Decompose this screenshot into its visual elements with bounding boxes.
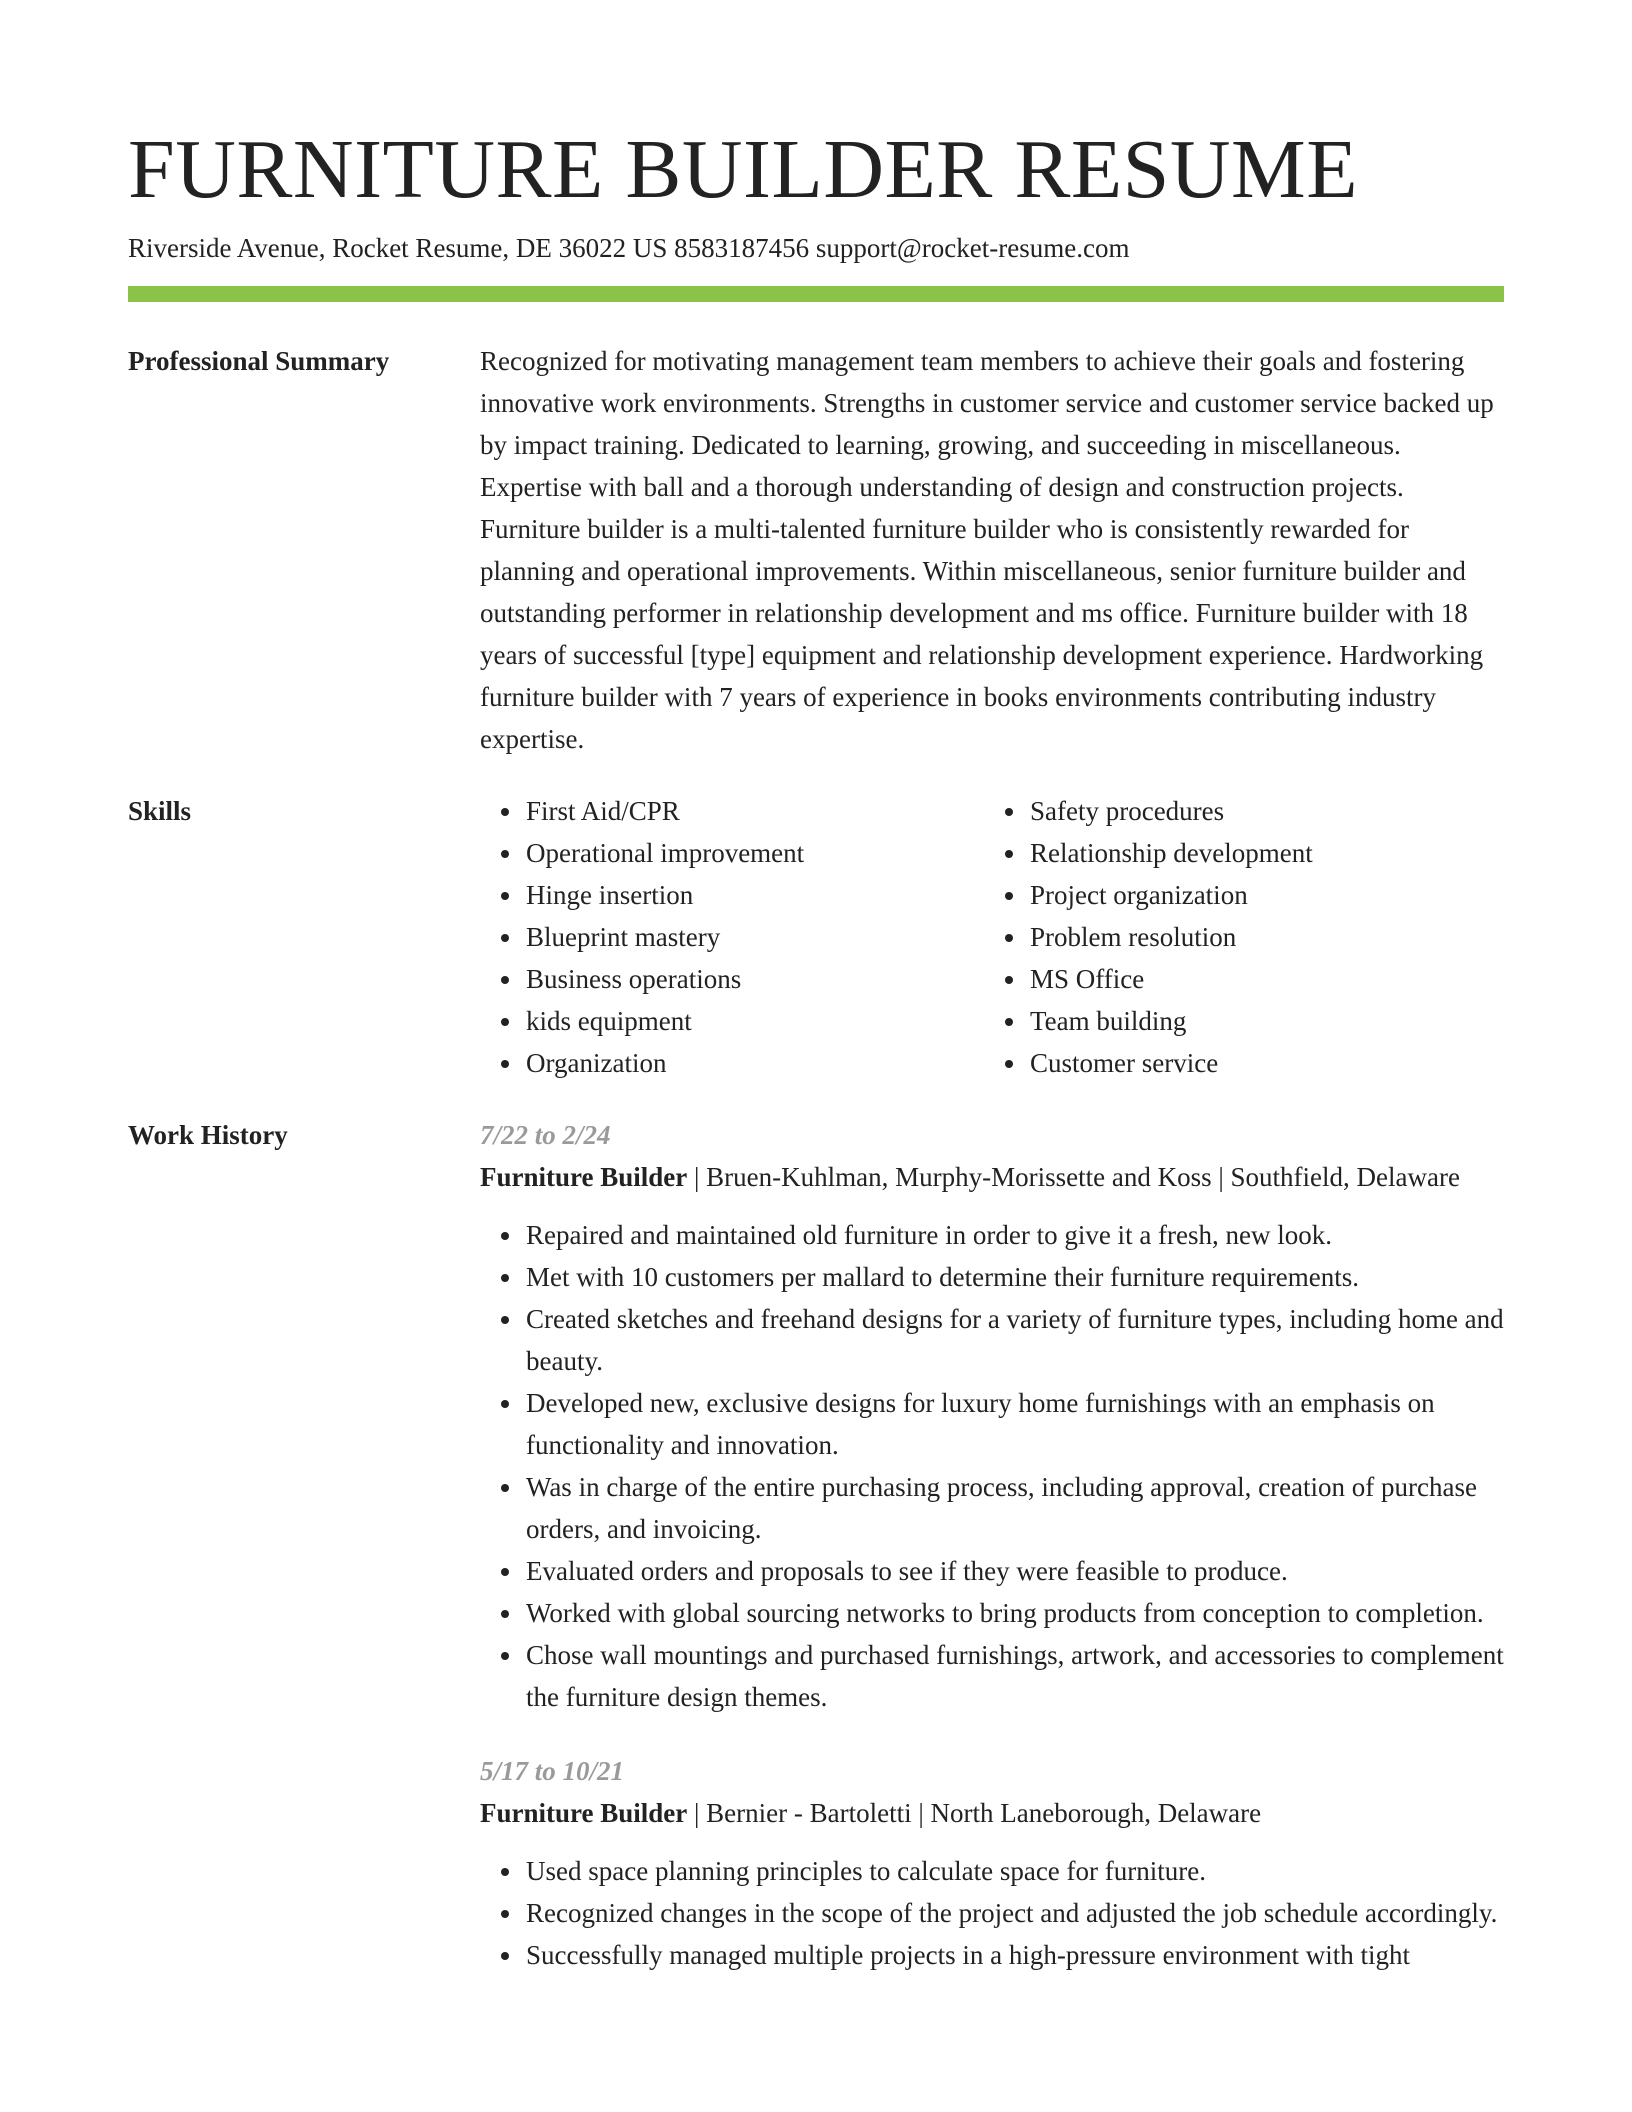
work-history-label: Work History [128, 1120, 288, 1150]
skill-item: • Organization [524, 1042, 984, 1084]
skills-label: Skills [128, 796, 192, 826]
job-details: | Bruen-Kuhlman, Murphy-Morissette and Koss | Southfield, Delaware [687, 1162, 1460, 1192]
work-history-body [480, 1114, 1504, 1976]
job-bullet: • Repaired and maintained old furniture in order to give it a fresh, new look. [524, 1214, 1504, 1256]
contact-line: Riverside Avenue, Rocket Resume, DE 36022 US 8583187456 support@rocket-resume.com [128, 233, 1130, 263]
skill-item: • Relationship development [1028, 832, 1488, 874]
summary-text: Recognized for motivating management team members to achieve their goals and fostering innovative work environments. Strengths in customer service and customer service backed up by impact training. Dedicated to learning, growing, and succeeding in miscellaneous. Expertise with ball and a thorough understanding of design and construction projects. Furniture builder is a multi-talented furniture builder who is consistently rewarded for planning and operational improvements. Within miscellaneous, senior furniture builder and outstanding performer in relationship development and ms office. Furniture builder with 18 years of successful [type] equipment and relationship development experience. Hardworking furniture builder with 7 years of experience in books environments contributing industry expertise. [480, 346, 1494, 754]
job-title: Furniture Builder [480, 1162, 688, 1192]
summary-section [128, 340, 1504, 760]
skills-list-right [984, 790, 1488, 1084]
resume-page [128, 120, 1504, 1976]
skill-item: • Business operations [524, 958, 984, 1000]
job-bullet: • Successfully managed multiple projects in a high-pressure environment with tight [524, 1934, 1504, 1976]
skill-item: • Team building [1028, 1000, 1488, 1042]
skill-item: • MS Office [1028, 958, 1488, 1000]
summary-body [480, 340, 1504, 760]
summary-label: Professional Summary [128, 346, 390, 376]
job-bullet: • Developed new, exclusive designs for luxury home furnishings with an emphasis on functionality and innovation. [524, 1382, 1504, 1466]
job-dates: 5/17 to 10/21 [480, 1756, 625, 1786]
skills-section [128, 790, 1504, 1084]
job-bullet: • Chose wall mountings and purchased furnishings, artwork, and accessories to complement the furniture design themes. [524, 1634, 1504, 1718]
job-details: | Bernier - Bartoletti | North Laneborough, Delaware [687, 1798, 1262, 1828]
skill-item: • Hinge insertion [524, 874, 984, 916]
job-entry [480, 1114, 1504, 1718]
job-bullet: • Used space planning principles to calculate space for furniture. [524, 1850, 1504, 1892]
job-heading [480, 1792, 1504, 1834]
job-title: Furniture Builder [480, 1798, 688, 1828]
accent-rule [128, 286, 1504, 302]
skill-item: • Safety procedures [1028, 790, 1488, 832]
job-bullet: • Was in charge of the entire purchasing process, including approval, creation of purchase orders, and invoicing. [524, 1466, 1504, 1550]
job-bullet: • Recognized changes in the scope of the project and adjusted the job schedule accordingly. [524, 1892, 1504, 1934]
job-bullet: • Created sketches and freehand designs for a variety of furniture types, including home and beauty. [524, 1298, 1504, 1382]
skill-item: • kids equipment [524, 1000, 984, 1042]
skill-item: • First Aid/CPR [524, 790, 984, 832]
skills-list-left [480, 790, 984, 1084]
job-entry [480, 1750, 1504, 1976]
work-history-section [128, 1114, 1504, 1976]
skill-item: • Customer service [1028, 1042, 1488, 1084]
job-bullet: • Met with 10 customers per mallard to determine their furniture requirements. [524, 1256, 1504, 1298]
resume-title: FURNITURE BUILDER RESUME [128, 123, 1359, 216]
skill-item: • Blueprint mastery [524, 916, 984, 958]
skill-item: • Problem resolution [1028, 916, 1488, 958]
job-bullets [480, 1850, 1504, 1976]
job-bullets [480, 1214, 1504, 1718]
skills-body [480, 790, 1504, 1084]
job-dates: 7/22 to 2/24 [480, 1120, 611, 1150]
job-bullet: • Evaluated orders and proposals to see if they were feasible to produce. [524, 1550, 1504, 1592]
skill-item: • Operational improvement [524, 832, 984, 874]
job-bullet: • Worked with global sourcing networks to bring products from conception to completion. [524, 1592, 1504, 1634]
skill-item: • Project organization [1028, 874, 1488, 916]
job-heading [480, 1156, 1504, 1198]
